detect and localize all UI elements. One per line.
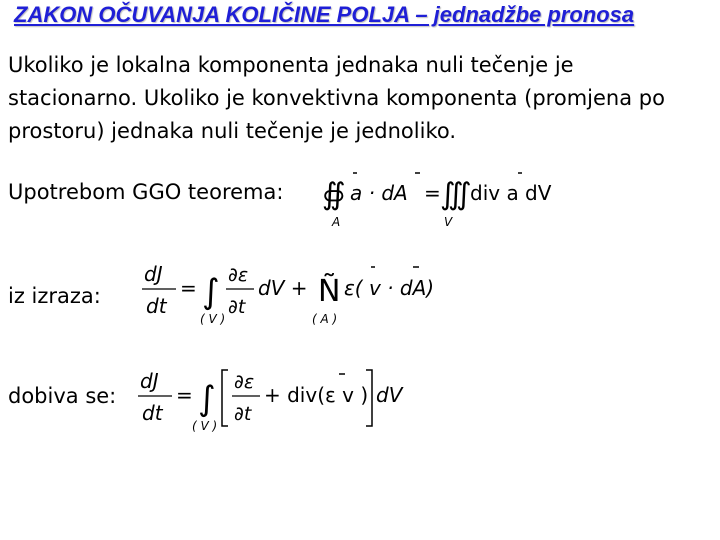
label-iz: iz izraza: [8, 284, 101, 308]
iz-surface-body: ε( v · dA) [344, 276, 435, 300]
dobiva-partial-numerator: ∂ε [234, 371, 255, 393]
label-ggo: Upotrebom GGO teorema: [8, 180, 284, 204]
label-dobiva: dobiva se: [8, 384, 117, 408]
iz-lhs-denominator: dt [146, 294, 167, 318]
left-bracket [222, 370, 228, 426]
dobiva-partial-denominator: ∂t [234, 403, 252, 425]
dobiva-lhs-denominator: dt [142, 401, 163, 425]
iz-equals: = [180, 276, 197, 300]
equation-iz [140, 255, 440, 334]
iz-partial-numerator: ∂ε [228, 264, 249, 286]
paragraph-line-2: stacionarno. Ukoliko je konvektivna komponenta (promjena po [8, 86, 665, 110]
ggo-lhs-body: a · dA [350, 181, 408, 205]
ggo-rhs-body: div a dV [470, 181, 552, 205]
volume-subscript: V [444, 215, 453, 229]
iz-volume-subscript: ( V ) [200, 312, 226, 326]
surface-subscript: A [332, 215, 341, 229]
intro-paragraph [8, 49, 720, 148]
volume-integral-symbol: ∭ [440, 177, 472, 212]
equation-dobiva [136, 364, 426, 440]
paragraph-line-3: prostoru) jednaka nuli tečenje je jednoliko. [8, 119, 457, 143]
iz-partial-denominator: ∂t [228, 296, 246, 318]
ggo-equals: = [424, 181, 441, 205]
equation-ggo [318, 166, 558, 234]
dobiva-divergence-term: + div(ε v ) [264, 383, 369, 407]
surface-integral-symbol: ∯ [322, 177, 346, 212]
iz-surface-subscript: ( A ) [312, 312, 338, 326]
dobiva-equals: = [176, 383, 193, 407]
iz-middle-term: dV + [258, 276, 308, 300]
dobiva-volume-subscript: ( V ) [192, 419, 218, 433]
iz-surface-integral-symbol: Ñ [318, 274, 341, 309]
iz-integral-symbol: ∫ [202, 272, 220, 312]
slide-title: ZAKON OČUVANJA KOLIČINE POLJA – jednadžbe pronosa [14, 2, 635, 27]
dobiva-integral-symbol: ∫ [198, 379, 216, 419]
dobiva-end-term: dV [376, 383, 403, 407]
paragraph-line-1: Ukoliko je lokalna komponenta jednaka nuli tečenje je [8, 53, 574, 77]
iz-lhs-numerator: dJ [144, 262, 163, 286]
dobiva-lhs-numerator: dJ [140, 369, 159, 393]
